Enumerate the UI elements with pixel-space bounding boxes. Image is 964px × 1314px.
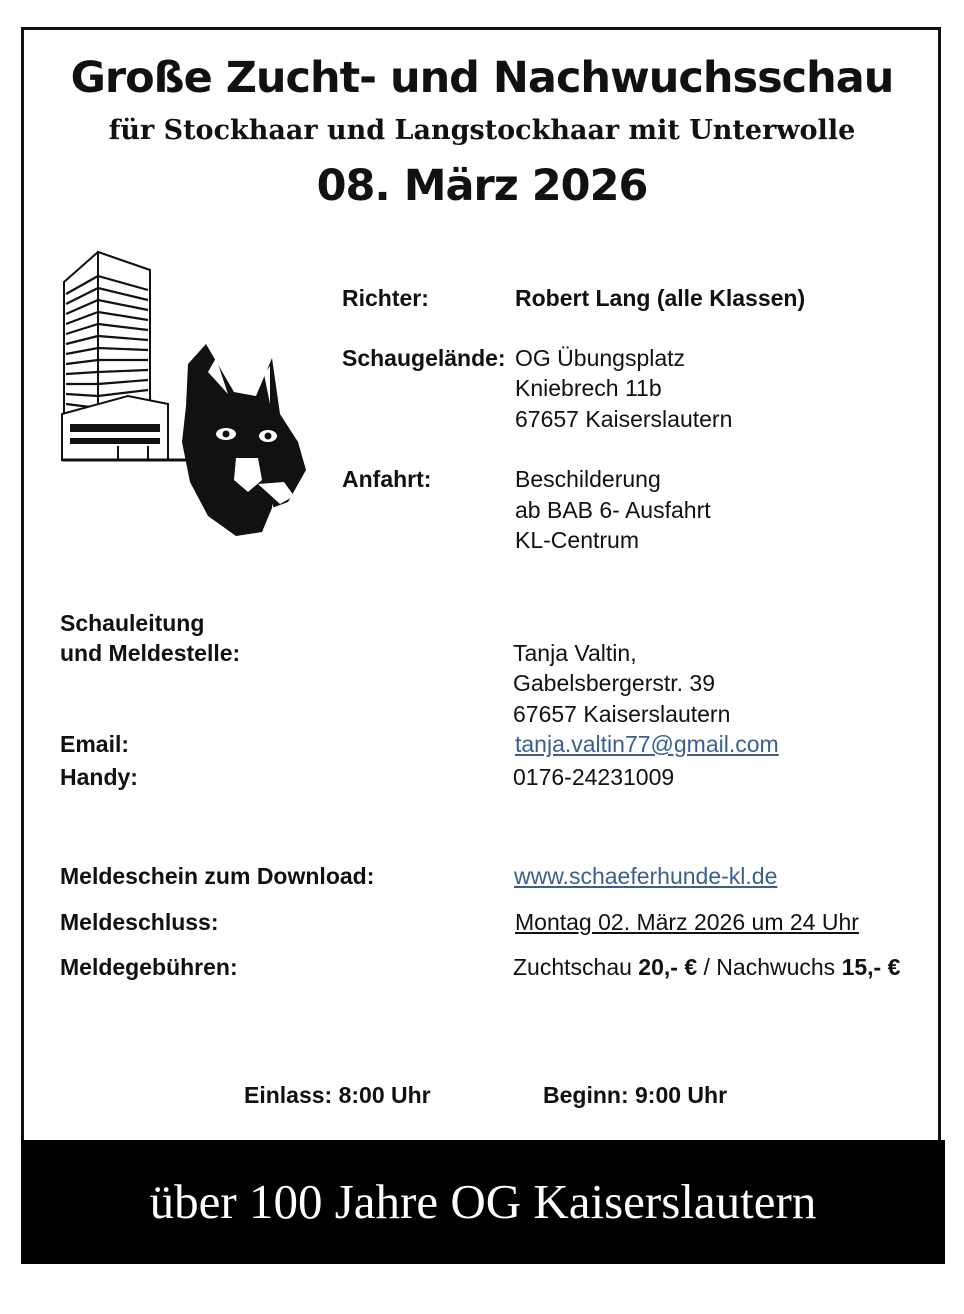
venue-label: Schaugelände: <box>342 345 506 371</box>
directions-label: Anfahrt: <box>342 466 432 492</box>
venue-line: OG Übungsplatz <box>515 345 686 371</box>
deadline-value: Montag 02. März 2026 um 24 Uhr <box>515 909 859 935</box>
fee-separator: / <box>703 954 710 980</box>
start-time: Beginn: 9:00 Uhr <box>543 1082 728 1108</box>
download-label: Meldeschein zum Download: <box>60 863 375 889</box>
phone-value: 0176-24231009 <box>513 764 675 790</box>
fees-label: Meldegebühren: <box>60 954 238 980</box>
footer-text: über 100 Jahre OG Kaiserslautern <box>149 1174 817 1229</box>
shepherd-dog-icon <box>182 344 306 536</box>
entry-time: Einlass: 8:00 Uhr <box>244 1082 431 1108</box>
email-link[interactable]: tanja.valtin77@gmail.com <box>515 731 779 757</box>
footer-banner <box>21 1140 945 1264</box>
download-link[interactable]: www.schaeferhunde-kl.de <box>514 863 778 889</box>
email-label: Email: <box>60 731 130 757</box>
fee-breeding-amount: 20,- € <box>638 954 698 980</box>
fees-value <box>513 952 900 982</box>
directions-line: ab BAB 6- Ausfahrt <box>515 497 711 523</box>
address-line: Gabelsbergerstr. 39 <box>513 670 716 696</box>
phone-label: Handy: <box>60 764 138 790</box>
venue-line: 67657 Kaiserslautern <box>515 406 733 432</box>
event-date: 08. März 2026 <box>316 161 648 211</box>
page-subtitle: für Stockhaar und Langstockhaar mit Unterwolle <box>108 115 856 146</box>
fee-breeding-text: Zuchtschau <box>513 954 632 980</box>
fee-youth-text: Nachwuchs <box>716 954 836 980</box>
tower-building-icon <box>62 252 198 460</box>
fee-youth-amount: 15,- € <box>841 954 901 980</box>
address-line: 67657 Kaiserslautern <box>513 701 731 727</box>
deadline-label: Meldeschluss: <box>60 909 219 935</box>
judge-value: Robert Lang (alle Klassen) <box>515 285 806 311</box>
directions-line: KL-Centrum <box>515 527 639 553</box>
page-title: Große Zucht- und Nachwuchsschau <box>70 53 894 103</box>
venue-line: Kniebrech 11b <box>515 375 662 401</box>
tower-building-and-shepherd-dog-icon <box>58 246 310 538</box>
lead-label: Schauleitung <box>60 610 205 636</box>
address-line: Tanja Valtin, <box>513 640 637 666</box>
judge-label: Richter: <box>342 285 429 311</box>
directions-line: Beschilderung <box>515 466 661 492</box>
lead-label: und Meldestelle: <box>60 640 241 666</box>
